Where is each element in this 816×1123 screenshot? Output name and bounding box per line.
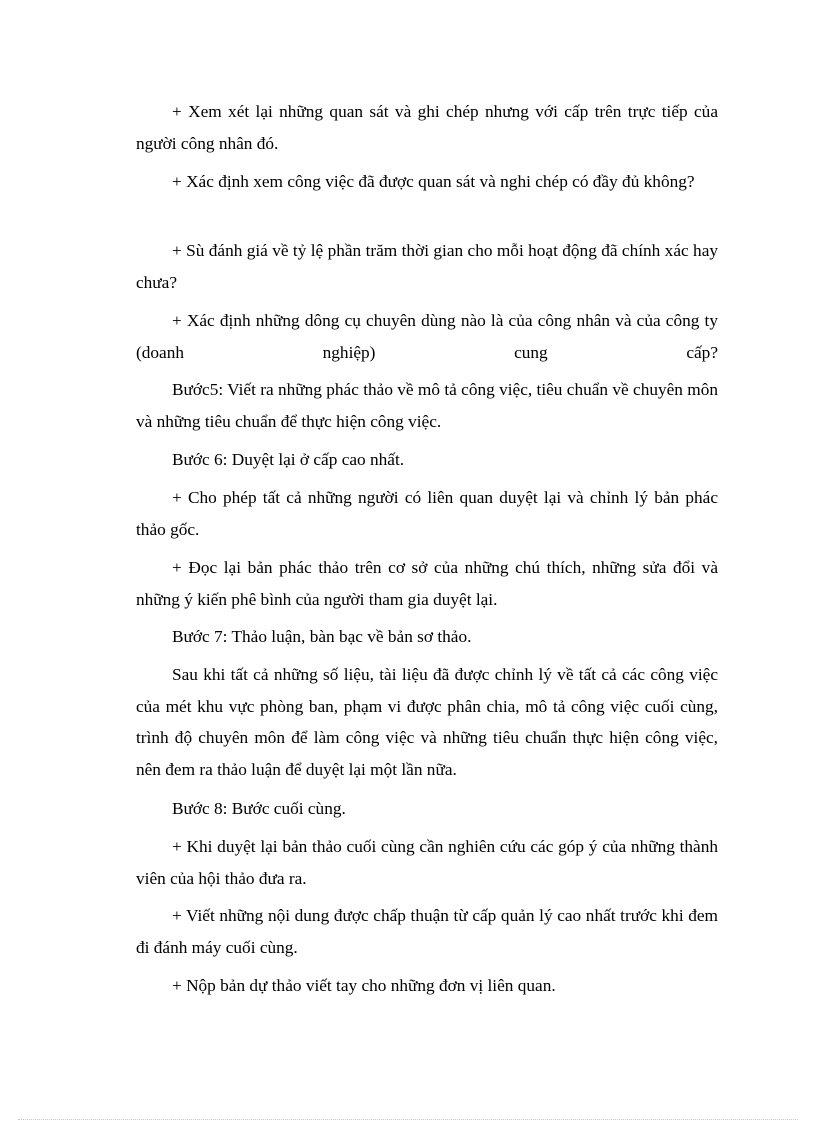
paragraph-step-6-heading: Bước 6: Duyệt lại ở cấp cao nhất. <box>172 450 405 469</box>
paragraph-review-with-supervisor: + Xem xét lại những quan sát và ghi chép nhưng với cấp trên trực tiếp của người công nhân đó. <box>136 102 718 153</box>
paragraph-time-percentage: + Sù đánh giá về tỷ lệ phần trăm thời gian cho mỗi hoạt động đã chính xác hay chưa? <box>136 241 718 292</box>
paragraph-write-approved: + Viết những nội dung được chấp thuận từ cấp quản lý cao nhất trước khi đem đi đánh máy cuối cùng. <box>136 906 718 957</box>
footer-dotted-divider <box>18 1119 798 1120</box>
paragraph-discussion-body: Sau khi tất cả những số liệu, tài liệu đã được chỉnh lý về tất cả các công việc của mét khu vực phòng ban, phạm vi được phân chia, mô tả công việc cuối cùng, trình độ chuyên môn để làm công việc và những tiêu chuẩn thực hiện công việc, nên đem ra thảo luận để duyệt lại một lần nữa. <box>136 665 718 779</box>
paragraph-reread-draft: + Đọc lại bản phác thảo trên cơ sở của những chú thích, những sửa đổi và những ý kiến phê bình của người tham gia duyệt lại. <box>136 558 718 609</box>
paragraph-tools-ownership: + Xác định những dông cụ chuyên dùng nào là của công nhân và của công ty (doanh nghiệp) cung cấp? <box>136 311 718 362</box>
paragraph-allow-review: + Cho phép tất cả những người có liên quan duyệt lại và chỉnh lý bản phác thảo gốc. <box>136 488 718 539</box>
paragraph-step-7-heading: Bước 7: Thảo luận, bàn bạc về bản sơ thảo. <box>172 627 472 646</box>
paragraph-step-8-heading: Bước 8: Bước cuối cùng. <box>172 799 346 818</box>
paragraph-submit-draft: + Nộp bản dự thảo viết tay cho những đơn vị liên quan. <box>172 976 556 995</box>
paragraph-final-review: + Khi duyệt lại bản thảo cuối cùng cần nghiên cứu các góp ý của những thành viên của hội thảo đưa ra. <box>136 837 718 888</box>
paragraph-verify-completeness: + Xác định xem công việc đã được quan sát và nghi chép có đầy đủ không? <box>172 172 695 191</box>
paragraph-step-5: Bước5: Viết ra những phác thảo về mô tả công việc, tiêu chuẩn về chuyên môn và những tiêu chuẩn để thực hiện công việc. <box>136 380 718 431</box>
